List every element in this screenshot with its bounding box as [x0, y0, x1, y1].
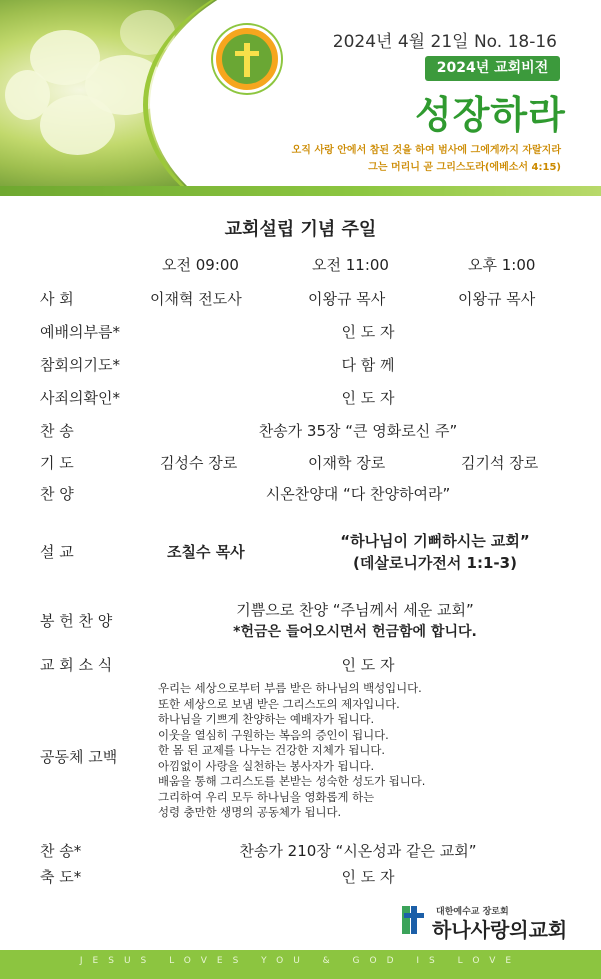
absolution-value: 인 도 자: [341, 389, 395, 407]
denomination: 대한예수교 장로회: [436, 907, 509, 917]
confession-line: 또한 세상으로 보냄 받은 그리스도의 제자입니다.: [158, 696, 400, 711]
prayer-1: 김성수 장로: [160, 454, 238, 472]
time-3: 오후 1:00: [468, 256, 536, 274]
vision-slogan: 성장하라: [415, 93, 566, 137]
repentance-value: 다 함 께: [341, 356, 395, 374]
hymn-label: 찬 송: [40, 422, 74, 440]
confession-line: 하나님을 기쁘게 찬양하는 예배자가 됩니다.: [158, 712, 375, 726]
verse-line-1: 오직 사랑 안에서 참된 것을 하여 범사에 그에게까지 자랄지라: [291, 145, 561, 156]
news-label: 교 회 소 식: [40, 656, 113, 674]
hymn-value: 찬송가 35장 “큰 영화로신 주”: [258, 422, 458, 440]
offering-label: 봉 헌 찬 양: [40, 612, 113, 630]
host-label: 사 회: [40, 290, 74, 308]
time-2: 오전 11:00: [312, 256, 389, 274]
confession-line: 그리하여 우리 모두 하나님을 영화롭게 하는: [158, 789, 375, 804]
header-green-band: [0, 186, 601, 196]
benediction-label: 축 도*: [40, 868, 82, 886]
church-name: 하나사랑의교회: [432, 918, 568, 942]
host-3: 이왕규 목사: [458, 290, 536, 308]
confession-line: 아낌없이 사랑을 실천하는 봉사자가 됩니다.: [158, 758, 375, 773]
service-title: 교회설립 기념 주일: [224, 219, 377, 240]
repentance-label: 참회의기도*: [40, 356, 120, 374]
confession-line: 우리는 세상으로부터 부름 받은 하나님의 백성입니다.: [158, 681, 422, 695]
news-value: 인 도 자: [341, 656, 395, 674]
bulletin-header: [0, 0, 601, 196]
confession-text: [158, 681, 425, 821]
call-label: 예배의부름*: [40, 323, 120, 341]
absolution-label: 사죄의확인*: [40, 389, 120, 407]
prayer-label: 기 도: [40, 454, 74, 472]
sermon-title: “하나님이 기뻐하시는 교회”: [340, 532, 530, 550]
footer-motto: JESUS LOVES YOU & GOD IS LOVE: [79, 956, 522, 966]
offering-value: 기쁨으로 찬양 “주님께서 세운 교회”: [236, 601, 474, 619]
benediction-value: 인 도 자: [341, 868, 395, 886]
prayer-3: 김기석 장로: [461, 454, 539, 472]
confession-line: 배움을 통해 그리스도를 본받는 성숙한 성도가 됩니다.: [158, 774, 426, 788]
verse-line-2: 그는 머리니 곧 그리스도라(에베소서 4:15): [368, 162, 561, 173]
anthem-label: 찬 양: [40, 485, 74, 503]
vision-badge: 2024년 교회비전: [425, 56, 560, 81]
closing-hymn-value: 찬송가 210장 “시온성과 같은 교회”: [239, 842, 477, 860]
call-value: 인 도 자: [341, 323, 395, 341]
church-mark-icon: [402, 906, 426, 934]
sermon-scripture: (데살로니가전서 1:1-3): [353, 554, 517, 572]
host-1: 이재혁 전도사: [150, 290, 242, 308]
host-2: 이왕규 목사: [308, 290, 386, 308]
footer-band: [0, 950, 601, 979]
prayer-2: 이재학 장로: [308, 454, 386, 472]
bulletin-date: 2024년 4월 21일 No. 18-16: [332, 32, 557, 52]
confession-line: 이웃을 열심히 구원하는 복음의 증인이 됩니다.: [158, 727, 389, 742]
time-1: 오전 09:00: [162, 256, 239, 274]
confession-line: 성령 충만한 생명의 공동체가 됩니다.: [158, 805, 342, 819]
sermon-label: 설 교: [40, 543, 74, 561]
anthem-value: 시온찬양대 “다 찬양하여라”: [265, 485, 451, 503]
church-cross-logo-icon: [213, 25, 281, 93]
closing-hymn-label: 찬 송*: [40, 842, 82, 860]
confession-line: 한 몸 된 교제를 나누는 건강한 지체가 됩니다.: [158, 743, 386, 757]
sermon-preacher: 조칠수 목사: [167, 543, 245, 561]
offering-note: *헌금은 들어오시면서 헌금함에 합니다.: [233, 624, 477, 640]
confession-label: 공동체 고백: [40, 748, 118, 766]
vision-verse: [292, 142, 561, 176]
